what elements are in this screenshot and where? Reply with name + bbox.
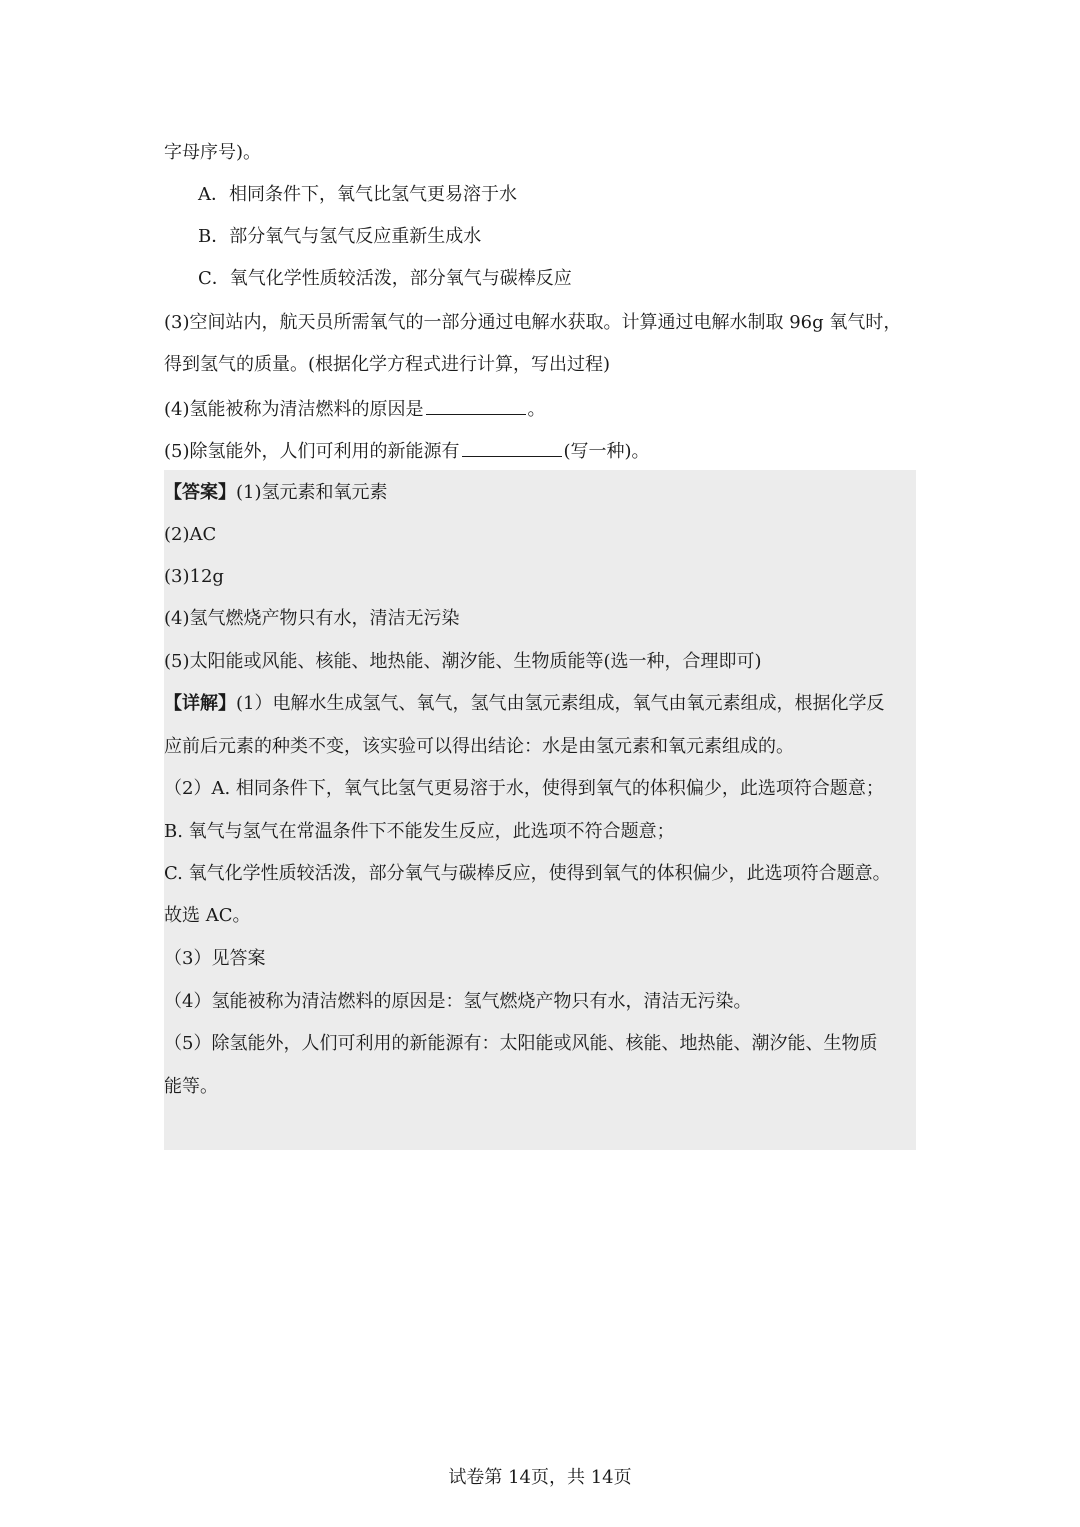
detail-line-7: （3）见答案 <box>164 948 266 969</box>
question-5 <box>164 438 650 464</box>
detail-tag: 【详解】 <box>164 693 236 714</box>
detail-line-5: C. 氧气化学性质较活泼，部分氧气与碳棒反应，使得到氧气的体积偏少，此选项符合题意。 <box>164 863 891 884</box>
answer-3: (3)12g <box>164 566 224 587</box>
answer-4: (4)氢气燃烧产物只有水，清洁无污染 <box>164 608 460 629</box>
answer-blank <box>462 438 562 457</box>
question-tail: 字母序号)。 <box>164 142 262 163</box>
question-4-suffix: 。 <box>527 399 546 420</box>
question-5-prefix: (5)除氢能外，人们可利用的新能源有 <box>164 441 460 462</box>
answer-blank <box>426 396 526 415</box>
detail-line-9: （5）除氢能外，人们可利用的新能源有：太阳能或风能、核能、地热能、潮汐能、生物质 <box>164 1033 878 1054</box>
option-c: C．氧气化学性质较活泼，部分氧气与碳棒反应 <box>198 268 572 289</box>
detail-line-10: 能等。 <box>164 1076 218 1097</box>
detail-line-1-text: (1）电解水生成氢气、氧气，氢气由氢元素组成，氧气由氧元素组成，根据化学反 <box>236 693 885 714</box>
answer-2: (2)AC <box>164 524 217 545</box>
question-4 <box>164 396 546 422</box>
answer-1 <box>164 481 388 505</box>
detail-line-8: （4）氢能被称为清洁燃料的原因是：氢气燃烧产物只有水，清洁无污染。 <box>164 991 752 1012</box>
page-footer: 试卷第 14页，共 14页 <box>448 1467 632 1488</box>
detail-line-2: 应前后元素的种类不变，该实验可以得出结论：水是由氢元素和氧元素组成的。 <box>164 736 794 757</box>
answer-1-text: (1)氢元素和氧元素 <box>236 482 388 503</box>
detail-line-6: 故选 AC。 <box>164 905 251 926</box>
answer-5: (5)太阳能或风能、核能、地热能、潮汐能、生物质能等(选一种，合理即可) <box>164 651 762 672</box>
option-b: B．部分氧气与氢气反应重新生成水 <box>198 226 482 247</box>
detail-line-3: （2）A. 相同条件下，氧气比氢气更易溶于水，使得到氧气的体积偏少，此选项符合题意； <box>164 778 884 799</box>
question-5-suffix: (写一种)。 <box>563 441 650 462</box>
detail-line-1 <box>164 692 884 716</box>
option-a: A．相同条件下，氧气比氢气更易溶于水 <box>198 184 517 205</box>
question-3-line-1: (3)空间站内，航天员所需氧气的一部分通过电解水获取。计算通过电解水制取 96g 氧气时， <box>164 312 902 333</box>
question-3-line-2: 得到氢气的质量。(根据化学方程式进行计算，写出过程) <box>164 354 611 375</box>
detail-line-4: B. 氧气与氢气在常温条件下不能发生反应，此选项不符合题意； <box>164 821 675 842</box>
answer-tag: 【答案】 <box>164 482 236 503</box>
question-4-prefix: (4)氢能被称为清洁燃料的原因是 <box>164 399 424 420</box>
